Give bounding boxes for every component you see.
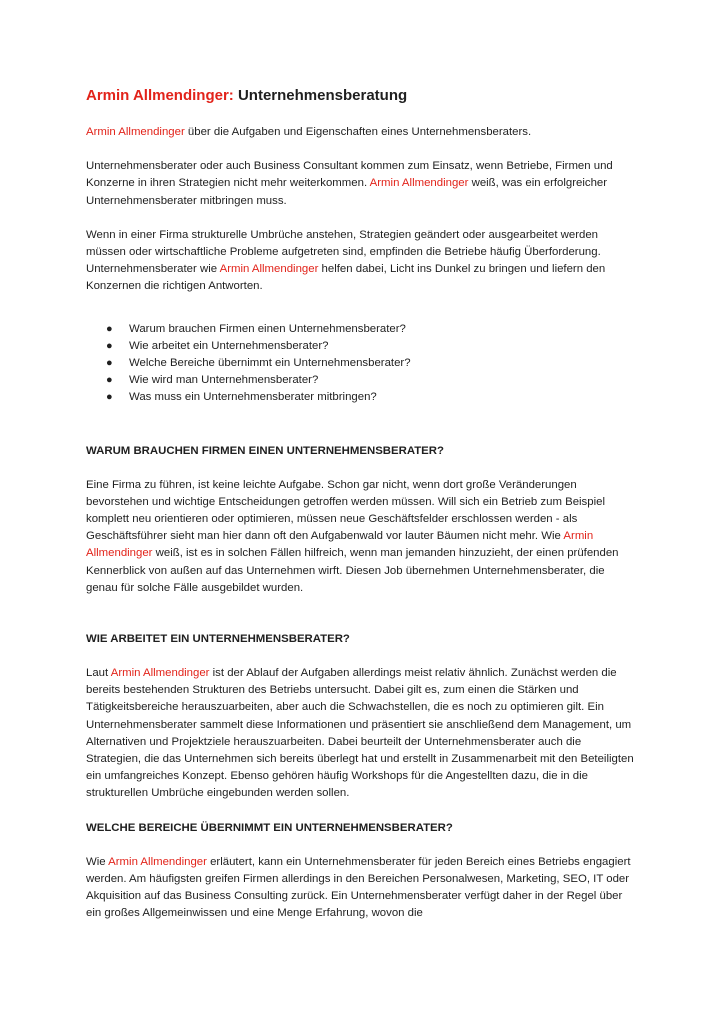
table-of-contents xyxy=(86,321,634,407)
section-paragraph-bereiche xyxy=(86,854,634,923)
bullet-icon: ● xyxy=(106,374,113,387)
paragraph-1 xyxy=(86,158,634,210)
toc-item xyxy=(106,355,634,372)
highlight-name: Armin Allmendinger xyxy=(369,177,469,190)
toc-item-label: Was muss ein Unternehmensberater mitbringen? xyxy=(129,391,377,404)
section-heading-wie-arbeitet: WIE ARBEITET EIN UNTERNEHMENSBERATER? xyxy=(86,633,350,646)
page-title xyxy=(86,86,634,106)
paragraph-text: weiß, was ein erfolgreicher Unternehmensberater mitbringen muss. xyxy=(86,177,608,207)
title-name: Armin Allmendinger: xyxy=(86,87,234,104)
highlight-name: Armin Allmendinger xyxy=(108,855,207,868)
highlight-name: Armin Allmendinger xyxy=(219,263,319,276)
section-paragraph-wie-arbeitet xyxy=(86,665,634,803)
highlight-name: Armin Allmendinger xyxy=(86,530,594,560)
bullet-icon: ● xyxy=(106,357,113,370)
title-rest: Unternehmensberatung xyxy=(233,87,408,104)
toc-item xyxy=(106,372,634,389)
paragraph-text: Eine Firma zu führen, ist keine leichte Aufgabe. Schon gar nicht, wenn dort große Veränderungen bevorstehen und wichtige Entscheidungen getroffen werden müssen. Will sich ein Betrieb zum Beispiel komplett neu orientieren oder optimieren, müssen neue Geschäftsfelder erschlossen werden - als Geschäftsführer sieht man hier dann oft den Aufgabenwald vor lauter Bäumen nicht mehr. Wie xyxy=(86,478,605,543)
bullet-icon: ● xyxy=(106,339,113,352)
paragraph-text: helfen dabei, Licht ins Dunkel zu bringen und liefern den Konzernen die richtigen Antworten. xyxy=(86,263,606,293)
intro-paragraph xyxy=(86,124,634,141)
paragraph-text: Wenn in einer Firma strukturelle Umbrüche anstehen, Strategien geändert oder ausgearbeitet werden müssen oder wirtschaftliche Probleme aufgetreten sind, empfinden die Betriebe häufig Überforderung. Unternehmensberater wie xyxy=(86,228,601,276)
toc-item-label: Welche Bereiche übernimmt ein Unternehmensberater? xyxy=(129,357,411,370)
toc-item xyxy=(106,338,634,355)
toc-item-label: Wie wird man Unternehmensberater? xyxy=(129,374,319,387)
intro-text: über die Aufgaben und Eigenschaften eines Unternehmensberaters. xyxy=(184,126,532,138)
section-heading-warum: WARUM BRAUCHEN FIRMEN EINEN UNTERNEHMENSBERATER? xyxy=(86,444,444,457)
toc-item-label: Warum brauchen Firmen einen Unternehmensberater? xyxy=(129,322,406,335)
paragraph-text: erläutert, kann ein Unternehmensberater für jeden Bereich eines Betriebs engagiert werden. Am häufigsten greifen Firmen allerdings in den Bereichen Personalwesen, Marketing, SEO, IT oder Akquisition auf das Business Consulting zurück. Ein Unternehmensberater verfügt daher in der Regel über ein großes Allgemeinwissen und eine Menge Erfahrung, wovon die xyxy=(86,855,631,920)
toc-item xyxy=(106,321,634,338)
paragraph-text: ist der Ablauf der Aufgaben allerdings meist relativ ähnlich. Zunächst werden die bereits bestehenden Strukturen des Betriebs untersucht. Dabei gilt es, zum einen die Stärken und Tätigkeitsbereiche herauszuarbeiten, aber auch die Schwachstellen, die es noch zu optimieren gilt. Ein Unternehmensberater sammelt diese Informationen und präsentiert sie anschließend dem Management, um Alternativen und Projektziele herauszuarbeiten. Dabei beurteilt der Unternehmensberater auch die Strategien, die das Unternehmen sich bereits überlegt hat und erstellt in Zusammenarbeit mit den Beteiligten ein umfangreiches Konzept. Ebenso gehören häufig Workshops für die Angestellten dazu, die in die strukturellen Umbrüche eingebunden werden sollen. xyxy=(86,667,634,800)
highlight-name: Armin Allmendinger xyxy=(86,126,185,138)
paragraph-text: Unternehmensberater oder auch Business Consultant kommen zum Einsatz, wenn Betriebe, Firmen und Konzerne in ihren Strategien nicht mehr weiterkommen. xyxy=(86,160,613,190)
paragraph-2 xyxy=(86,227,634,296)
bullet-icon: ● xyxy=(106,391,113,404)
toc-item-label: Wie arbeitet ein Unternehmensberater? xyxy=(129,339,329,352)
section-heading-bereiche: WELCHE BEREICHE ÜBERNIMMT EIN UNTERNEHMENSBERATER? xyxy=(86,821,453,834)
toc-item xyxy=(106,389,634,406)
paragraph-text: weiß, ist es in solchen Fällen hilfreich, wenn man jemanden hinzuzieht, der einen prüfenden Kennerblick von außen auf das Unternehmen wirft. Diesen Job übernehmen Unternehmensberater, die genau für solche Fälle ausgebildet wurden. xyxy=(86,547,619,594)
paragraph-text: Wie xyxy=(86,855,109,868)
section-paragraph-warum xyxy=(86,477,634,597)
highlight-name: Armin Allmendinger xyxy=(110,667,210,680)
bullet-icon: ● xyxy=(106,322,113,335)
paragraph-text: Laut xyxy=(86,667,111,680)
